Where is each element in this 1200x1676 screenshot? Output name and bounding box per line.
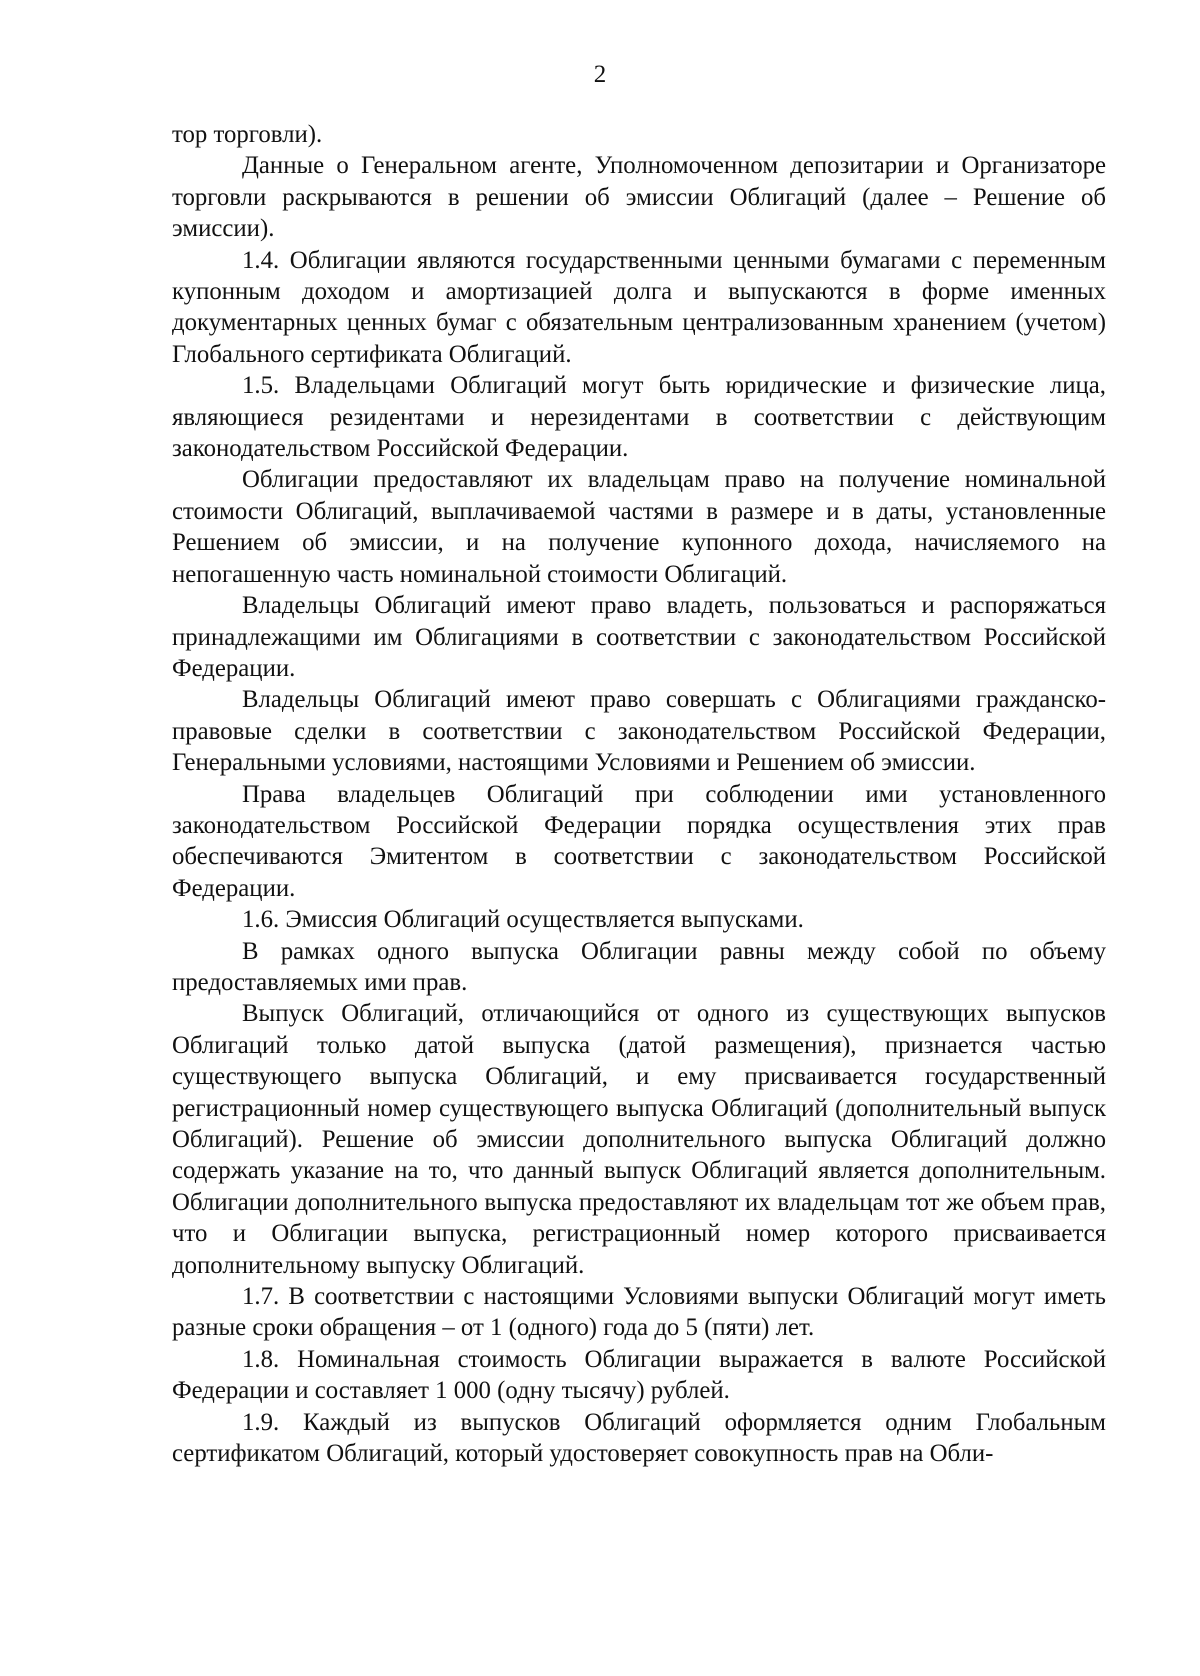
paragraph: 1.7. В соответствии с настоящими Условиями выпуски Облигаций могут иметь разные сроки обращения – от 1 (одного) года до 5 (пяти) лет. [172,1283,1106,1342]
paragraph: тор торговли). [172,121,323,148]
paragraph: Выпуск Облигаций, отличающийся от одного из существующих выпусков Облигаций только датой выпуска (датой размещения), признается частью существующего выпуска Облигаций, и ему присваивается государственный регистрационный номер существующего выпуска Облигаций (дополнительный выпуск Облигаций). Решение об эмиссии дополнительного выпуска Облигаций должно содержать указание на то, что данный выпуск Облигаций является дополнительным. Облигации дополнительного выпуска предоставляют их владельцам тот же объем прав, что и Облигации выпуска, регистрационный номер которого присваивается дополнительному выпуску Облигаций. [172,1000,1106,1279]
paragraph: 1.5. Владельцами Облигаций могут быть юридические и физические лица, являющиеся резидентами и нерезидентами в соответствии с действующим законодательством Российской Федерации. [172,372,1106,463]
page-number: 2 [593,61,607,88]
paragraph: 1.4. Облигации являются государственными ценными бумагами с переменным купонным доходом и амортизацией долга и выпускаются в форме именных документарных ценных бумаг с обязательным централизованным хранением (учетом) Глобального сертификата Облигаций. [172,246,1106,368]
document-body [172,119,1106,1469]
paragraph: 1.8. Номинальная стоимость Облигации выражается в валюте Российской Федерации и составляет 1 000 (одну тысячу) рублей. [172,1345,1106,1405]
paragraph: Облигации предоставляют их владельцам право на получение номинальной стоимости Облигаций, выплачиваемой частями в размере и в даты, установленные Решением об эмиссии, и на получение купонного дохода, начисляемого на непогашенную часть номинальной стоимости Облигаций. [172,466,1106,588]
paragraph: Права владельцев Облигаций при соблюдении ими установленного законодательством Российской Федерации порядка осуществления этих прав обеспечиваются Эмитентом в соответствии с законодательством Российской Федерации. [172,780,1106,902]
paragraph: 1.6. Эмиссия Облигаций осуществляется выпусками. [242,906,804,934]
paragraph: В рамках одного выпуска Облигации равны между собой по объему предоставляемых ими прав. [172,937,1106,996]
paragraph: Владельцы Облигаций имеют право совершать с Облигациями гражданско-правовые сделки в соответствии с законодательством Российской Федерации, Генеральными условиями, настоящими Условиями и Решением об эмиссии. [172,686,1106,777]
paragraph: Владельцы Облигаций имеют право владеть, пользоваться и распоряжаться принадлежащими им Облигациями в соответствии с законодательством Российской Федерации. [172,592,1106,682]
paragraph: 1.9. Каждый из выпусков Облигаций оформляется одним Глобальным сертификатом Облигаций, который удостоверяет совокупность прав на Обли- [172,1408,1106,1468]
paragraph: Данные о Генеральном агенте, Уполномоченном депозитарии и Организаторе торговли раскрываются в решении об эмиссии Облигаций (далее – Решение об эмиссии). [172,152,1106,243]
